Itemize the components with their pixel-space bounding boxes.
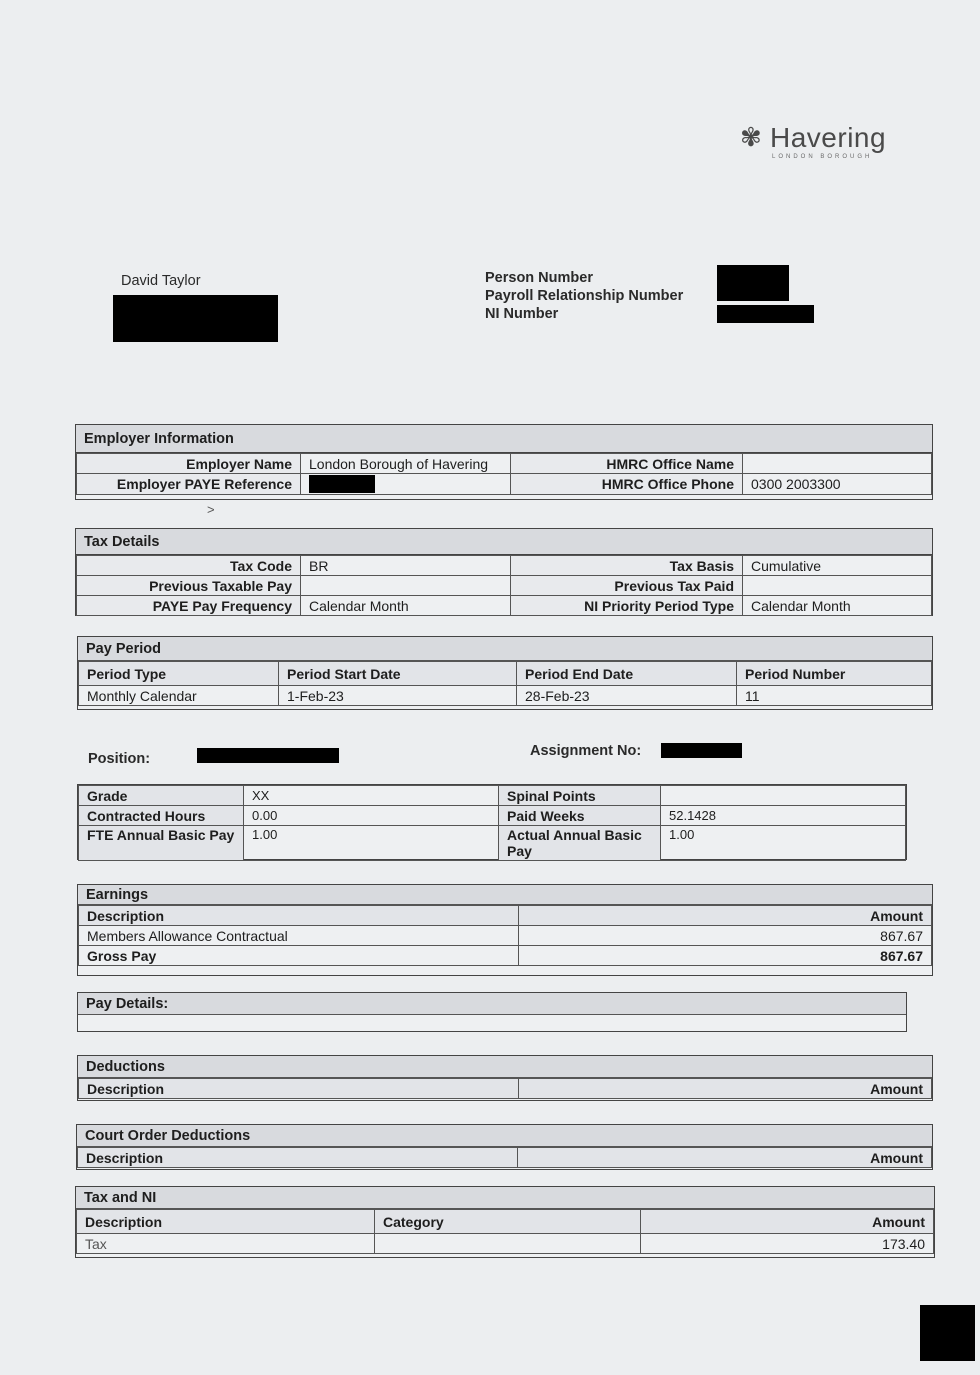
fte-annual-basic-label: FTE Annual Basic Pay — [79, 826, 244, 861]
havering-logo — [740, 120, 890, 168]
logo-text: Havering — [770, 122, 887, 153]
employer-name-value: London Borough of Havering — [301, 454, 511, 474]
court-order-box — [76, 1124, 933, 1170]
redacted-position — [197, 748, 339, 763]
ni-priority-period-label: NI Priority Period Type — [511, 596, 743, 616]
pay-period-table — [78, 661, 932, 706]
fte-annual-basic-value: 1.00 — [244, 826, 499, 861]
hmrc-office-name-value — [743, 454, 932, 474]
period-start-value: 1-Feb-23 — [279, 686, 517, 706]
grade-value: XX — [244, 786, 499, 806]
redacted-person-number — [717, 265, 789, 301]
period-type-header: Period Type — [79, 662, 279, 686]
deductions-header: Deductions — [78, 1056, 932, 1078]
period-end-value: 28-Feb-23 — [517, 686, 737, 706]
court-amount-header: Amount — [518, 1148, 932, 1168]
redacted-corner — [920, 1305, 975, 1361]
earnings-description-cell: Members Allowance Contractual — [79, 926, 519, 946]
ni-number-label: NI Number — [485, 306, 559, 322]
addressee-name: David Taylor — [121, 273, 201, 289]
paye-pay-frequency-value: Calendar Month — [301, 596, 511, 616]
earnings-box — [77, 884, 933, 976]
earnings-amount-cell: 867.67 — [519, 926, 932, 946]
spinal-points-label: Spinal Points — [499, 786, 661, 806]
person-number-label: Person Number — [485, 270, 593, 286]
table-row — [79, 926, 932, 946]
actual-annual-basic-value: 1.00 — [661, 826, 906, 861]
grade-label: Grade — [79, 786, 244, 806]
employer-info-table — [76, 453, 932, 495]
period-start-header: Period Start Date — [279, 662, 517, 686]
pay-details-box — [77, 992, 907, 1032]
employer-info-box — [75, 424, 933, 500]
period-type-value: Monthly Calendar — [79, 686, 279, 706]
earnings-description-header: Description — [79, 906, 519, 926]
tax-ni-category-cell — [375, 1234, 641, 1254]
previous-tax-paid-value — [743, 576, 932, 596]
tax-basis-label: Tax Basis — [511, 556, 743, 576]
tax-ni-description-header: Description — [77, 1210, 375, 1234]
gross-pay-label: Gross Pay — [79, 946, 519, 966]
redacted-address — [113, 295, 278, 342]
tax-ni-amount-header: Amount — [641, 1210, 934, 1234]
pay-period-box — [77, 636, 933, 710]
payroll-relationship-label: Payroll Relationship Number — [485, 288, 684, 304]
paid-weeks-value: 52.1428 — [661, 806, 906, 826]
tax-details-box — [75, 528, 933, 616]
previous-taxable-pay-label: Previous Taxable Pay — [77, 576, 301, 596]
tax-details-header: Tax Details — [76, 529, 932, 555]
employer-name-label: Employer Name — [77, 454, 301, 474]
earnings-table — [78, 905, 932, 966]
court-order-header: Court Order Deductions — [77, 1125, 932, 1147]
previous-taxable-pay-value — [301, 576, 511, 596]
hmrc-office-phone-value: 0300 2003300 — [743, 474, 932, 495]
table-row — [77, 1234, 934, 1254]
pay-period-header: Pay Period — [78, 637, 932, 661]
redacted-ni-number — [717, 305, 814, 323]
tax-ni-header: Tax and NI — [76, 1187, 934, 1209]
grade-box — [77, 784, 907, 860]
paid-weeks-label: Paid Weeks — [499, 806, 661, 826]
gross-pay-value: 867.67 — [519, 946, 932, 966]
tax-ni-description-cell: Tax — [77, 1234, 375, 1254]
tax-ni-category-header: Category — [375, 1210, 641, 1234]
tax-ni-amount-cell: 173.40 — [641, 1234, 934, 1254]
position-label: Position: — [88, 751, 151, 767]
hmrc-office-name-label: HMRC Office Name — [511, 454, 743, 474]
deductions-table — [78, 1078, 932, 1099]
tax-ni-box — [75, 1186, 935, 1258]
contracted-hours-label: Contracted Hours — [79, 806, 244, 826]
employer-info-header: Employer Information — [76, 425, 932, 453]
crest-icon: ✾ — [740, 122, 762, 152]
stray-mark: > — [207, 502, 215, 517]
spinal-points-value — [661, 786, 906, 806]
assignment-label: Assignment No: — [530, 743, 642, 759]
paye-pay-frequency-label: PAYE Pay Frequency — [77, 596, 301, 616]
contracted-hours-value: 0.00 — [244, 806, 499, 826]
deductions-box — [77, 1055, 933, 1101]
redacted-assignment — [661, 743, 742, 758]
deductions-amount-header: Amount — [519, 1079, 932, 1099]
redacted-paye-reference — [309, 475, 375, 493]
employer-paye-value — [301, 474, 511, 495]
period-number-header: Period Number — [737, 662, 932, 686]
ni-priority-period-value: Calendar Month — [743, 596, 932, 616]
earnings-header: Earnings — [78, 885, 932, 905]
tax-code-label: Tax Code — [77, 556, 301, 576]
court-description-header: Description — [78, 1148, 518, 1168]
employer-paye-label: Employer PAYE Reference — [77, 474, 301, 495]
grade-table — [78, 785, 906, 861]
tax-basis-value: Cumulative — [743, 556, 932, 576]
tax-ni-table — [76, 1209, 934, 1254]
tax-details-table — [76, 555, 932, 616]
logo-subtext: LONDON BOROUGH — [772, 154, 873, 160]
pay-details-header: Pay Details: — [78, 993, 906, 1015]
deductions-description-header: Description — [79, 1079, 519, 1099]
period-end-header: Period End Date — [517, 662, 737, 686]
previous-tax-paid-label: Previous Tax Paid — [511, 576, 743, 596]
tax-code-value: BR — [301, 556, 511, 576]
actual-annual-basic-label: Actual Annual Basic Pay — [499, 826, 661, 861]
court-order-table — [77, 1147, 932, 1168]
period-number-value: 11 — [737, 686, 932, 706]
hmrc-office-phone-label: HMRC Office Phone — [511, 474, 743, 495]
earnings-amount-header: Amount — [519, 906, 932, 926]
